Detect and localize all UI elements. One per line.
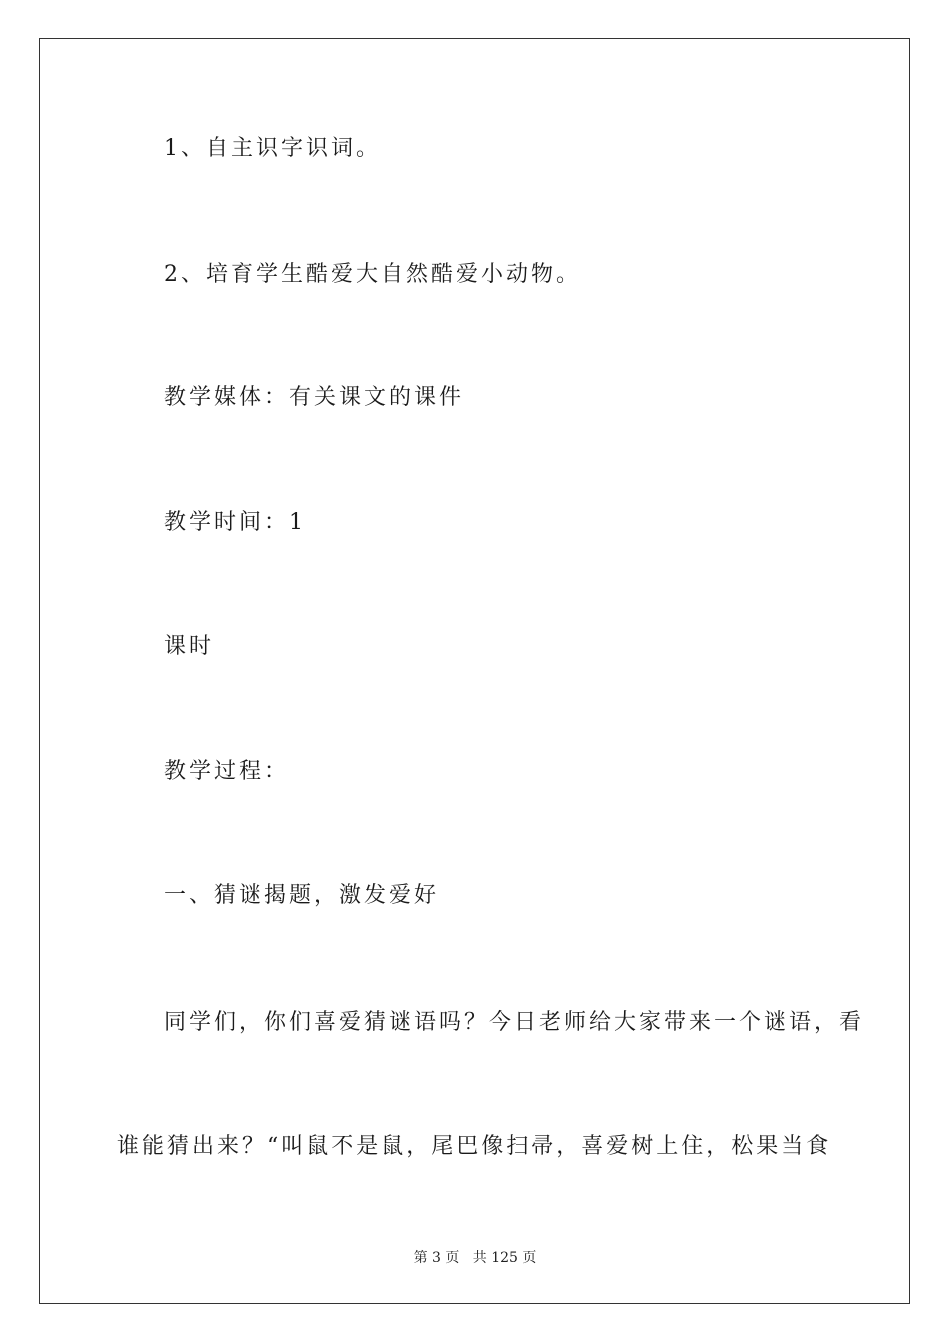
page-footer [0, 1247, 950, 1267]
section-heading-riddle: 一、猜谜揭题，激发爱好 [164, 883, 440, 908]
paragraph-line-2: 谁能猜出来？“叫鼠不是鼠，尾巴像扫帚，喜爱树上住，松果当食 [117, 1134, 832, 1159]
text-line-objective-2: 2、培育学生酷爱大自然酷爱小动物。 [164, 262, 581, 287]
total-pages: 共 125 页 [472, 1250, 537, 1266]
text-line-teaching-time: 教学时间：1 [164, 510, 306, 535]
text-line-objective-1: 1、自主识字识词。 [164, 136, 381, 161]
page-frame [39, 38, 910, 1304]
text-line-teaching-media: 教学媒体：有关课文的课件 [164, 385, 465, 410]
paragraph-line-1: 同学们，你们喜爱猜谜语吗？今日老师给大家带来一个谜语，看 [164, 1010, 865, 1035]
text-line-teaching-process: 教学过程： [164, 759, 290, 784]
page-number: 第 3 页 [413, 1250, 460, 1266]
text-line-class-hour: 课时 [164, 634, 215, 659]
